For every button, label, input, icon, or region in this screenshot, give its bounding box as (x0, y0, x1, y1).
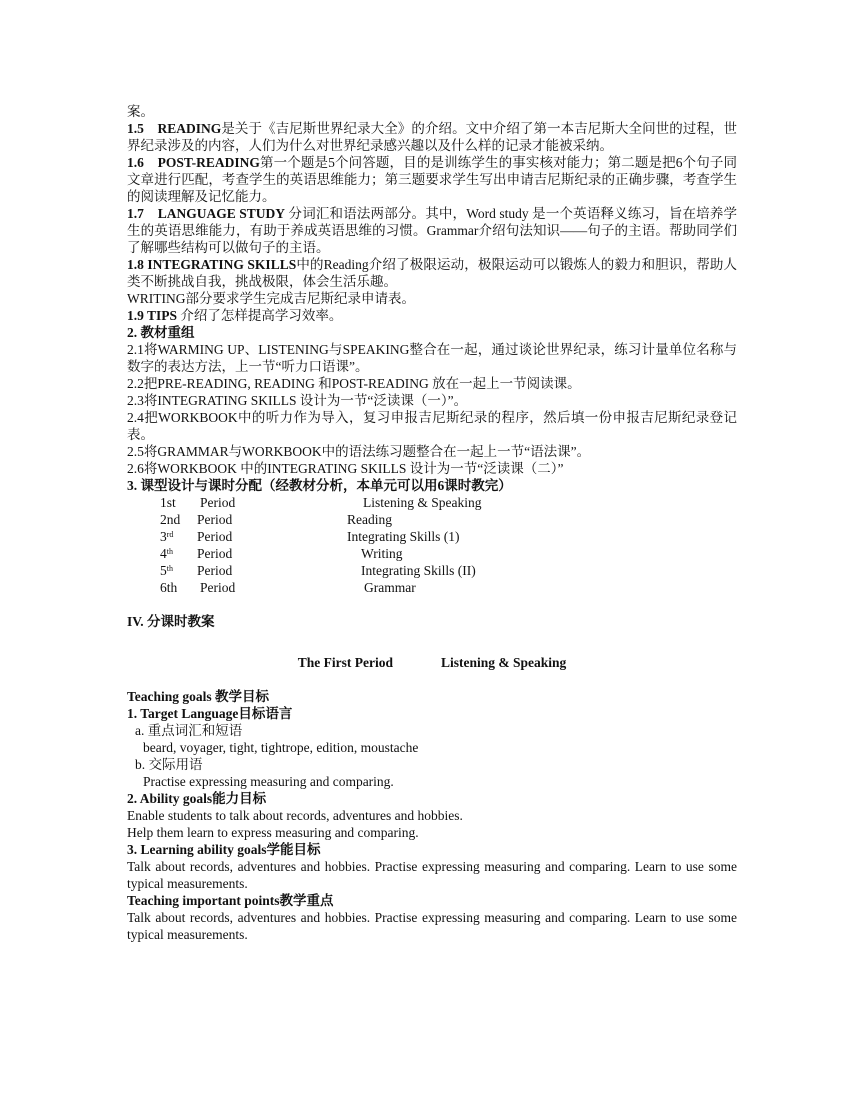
section-1-9 (127, 307, 737, 324)
ability-goal-1: Enable students to talk about records, adventures and hobbies. (127, 808, 463, 823)
reorg-2-2: 2.2把PRE-READING, READING 和POST-READING 放在一起上一节阅读课。 (127, 376, 581, 391)
period-word: Period (200, 495, 236, 510)
period-word: Period (197, 512, 233, 527)
period-title-left: The First Period (297, 655, 393, 670)
heading-important-points: Teaching important points教学重点 (127, 893, 334, 908)
period-row (160, 562, 737, 579)
period-title-right: Listening & Speaking (440, 655, 567, 670)
section-1-8-heading: 1.8 INTEGRATING SKILLS (127, 257, 297, 272)
section-1-7 (127, 205, 737, 256)
section-1-5-heading: 1.5 READING (127, 121, 222, 136)
period-word: Period (197, 563, 233, 578)
period-name: Grammar (364, 580, 416, 595)
period-word: Period (197, 529, 233, 544)
section-1-9-text: 介绍了怎样提高学习效率。 (177, 308, 343, 323)
section-1-6-heading: 1.6 POST-READING (127, 155, 260, 170)
heading-textbook-reorganization: 2. 教材重组 (127, 325, 195, 340)
heading-lesson-design: 3. 课型设计与课时分配（经教材分析，本单元可以用6课时教完） (127, 478, 512, 493)
period-row (160, 579, 737, 596)
target-language-b: b. 交际用语 (135, 757, 203, 772)
reorg-2-3: 2.3将INTEGRATING SKILLS 设计为一节“泛读课（一）”。 (127, 393, 468, 408)
period-name: Integrating Skills (II) (361, 563, 476, 578)
period-name: Writing (361, 546, 403, 561)
learning-ability-goals-text: Talk about records, adventures and hobbies. Practise expressing measuring and comparing. Learn to use some typical measurements. (127, 859, 737, 891)
section-1-5-text: 是关于《吉尼斯世界纪录大全》的介绍。文中介绍了第一本吉尼斯大全问世的过程，世界纪录涉及的内容，人们为什么对世界纪录感兴趣以及什么样的记录才能被采纳。 (127, 121, 737, 153)
writing-paragraph: WRITING部分要求学生完成吉尼斯纪录申请表。 (127, 291, 415, 306)
period-ordinal: 3rd (160, 529, 174, 544)
section-1-7-text: 分词汇和语法两部分。其中，Word study 是一个英语释义练习，旨在培养学生的英语思维能力，有助于养成英语思维的习惯。Grammar介绍句法知识——句子的主语。帮助同学们了解哪些结构可以做句子的主语。 (127, 206, 737, 255)
heading-lesson-plans: IV. 分课时教案 (127, 614, 215, 629)
reorg-2-1: 2.1将WARMING UP、LISTENING与SPEAKING整合在一起，通过谈论世界纪录，练习计量单位名称与数字的表达方法，上一节“听力口语课”。 (127, 342, 737, 374)
section-1-9-heading: 1.9 TIPS (127, 308, 178, 323)
section-1-8 (127, 256, 737, 290)
ability-goal-2: Help them learn to express measuring and comparing. (127, 825, 419, 840)
heading-learning-ability-goals: 3. Learning ability goals学能目标 (127, 842, 321, 857)
period-ordinal: 1st (160, 495, 176, 510)
period-row (160, 494, 737, 511)
period-name: Listening & Speaking (363, 495, 482, 510)
period-ordinal: 2nd (160, 512, 181, 527)
section-1-6-text: 第一个题是5个问答题，目的是训练学生的事实核对能力；第二题是把6个句子同文章进行匹配，考查学生的英语思维能力；第三题要求学生写出申请吉尼斯纪录的正确步骤，考查学生的阅读理解及记忆能力。 (127, 155, 737, 204)
period-title (127, 654, 737, 671)
target-language-phrases: Practise expressing measuring and comparing. (143, 774, 394, 789)
paragraph-continuation: 案。 (127, 104, 154, 119)
period-row (160, 511, 737, 528)
period-name: Reading (347, 512, 392, 527)
period-row (160, 545, 737, 562)
period-word: Period (200, 580, 236, 595)
target-language-words: beard, voyager, tight, tightrope, edition, moustache (143, 740, 419, 755)
target-language-a: a. 重点词汇和短语 (135, 723, 243, 738)
heading-target-language: 1. Target Language目标语言 (127, 706, 293, 721)
section-1-6 (127, 154, 737, 205)
period-list (160, 494, 737, 596)
important-points-text: Talk about records, adventures and hobbies. Practise expressing measuring and comparing. Learn to use some typical measurements. (127, 910, 737, 942)
section-1-7-heading: 1.7 LANGUAGE STUDY (127, 206, 286, 221)
period-name: Integrating Skills (1) (347, 529, 460, 544)
section-1-5 (127, 120, 737, 154)
reorg-2-5: 2.5将GRAMMAR与WORKBOOK中的语法练习题整合在一起上一节“语法课”。 (127, 444, 591, 459)
period-row (160, 528, 737, 545)
period-ordinal: 4th (160, 546, 173, 561)
period-ordinal: 5th (160, 563, 173, 578)
heading-ability-goals: 2. Ability goals能力目标 (127, 791, 267, 806)
document-page (127, 103, 737, 943)
section-1-8-text: 中的Reading介绍了极限运动，极限运动可以锻炼人的毅力和胆识，帮助人类不断挑战自我，挑战极限，体会生活乐趣。 (127, 257, 737, 289)
reorg-2-6: 2.6将WORKBOOK 中的INTEGRATING SKILLS 设计为一节“泛读课（二）” (127, 461, 564, 476)
period-word: Period (197, 546, 233, 561)
period-ordinal: 6th (160, 580, 178, 595)
reorg-2-4: 2.4把WORKBOOK中的听力作为导入，复习申报吉尼斯纪录的程序，然后填一份申报吉尼斯纪录登记表。 (127, 410, 737, 442)
heading-teaching-goals: Teaching goals 教学目标 (127, 689, 270, 704)
